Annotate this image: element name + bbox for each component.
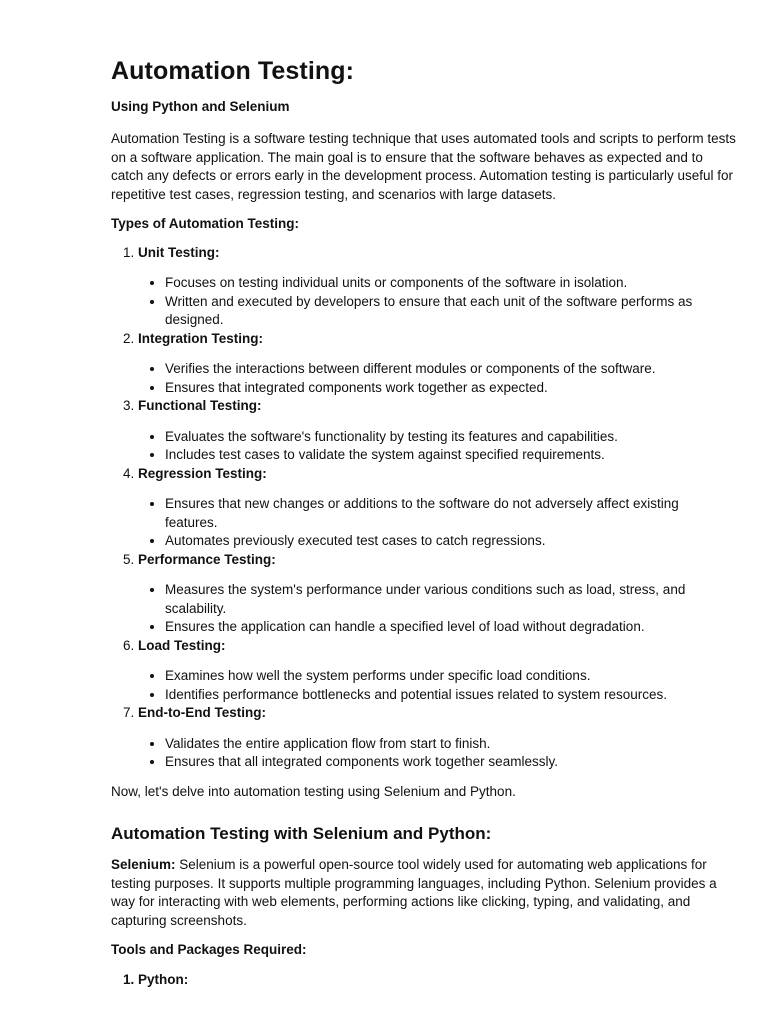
bullet-item: • Ensures that all integrated components work together seamlessly.: [165, 753, 738, 772]
type-item: [138, 704, 738, 772]
page-title: Automation Testing:: [111, 57, 355, 85]
bullet-item: • Measures the system's performance under various conditions such as load, stress, and scalability.: [165, 581, 738, 618]
bullet-item: • Verifies the interactions between different modules or components of the software.: [165, 360, 738, 379]
page-subtitle: Using Python and Selenium: [111, 99, 290, 114]
type-item: [138, 397, 738, 465]
bullet-item: • Focuses on testing individual units or components of the software in isolation.: [165, 274, 738, 293]
bullet-item: • Written and executed by developers to ensure that each unit of the software performs as designed.: [165, 293, 738, 330]
selenium-label: Selenium:: [111, 857, 176, 872]
type-bullets: [138, 428, 738, 465]
bullet-item: • Examines how well the system performs under specific load conditions.: [165, 667, 738, 686]
transition-paragraph: Now, let's delve into automation testing using Selenium and Python.: [111, 783, 516, 799]
type-item: [138, 637, 738, 705]
type-item: [138, 551, 738, 637]
type-item: [138, 330, 738, 398]
type-item: [138, 465, 738, 551]
bullet-item: • Identifies performance bottlenecks and potential issues related to system resources.: [165, 686, 738, 705]
bullet-item: • Ensures the application can handle a specified level of load without degradation.: [165, 618, 738, 637]
bullet-item: • Includes test cases to validate the system against specified requirements.: [165, 446, 738, 465]
section-heading: Automation Testing with Selenium and Python:: [111, 824, 492, 843]
bullet-item: • Evaluates the software's functionality by testing its features and capabilities.: [165, 428, 738, 447]
tool-item: 1. Python:: [138, 971, 738, 990]
type-name: End-to-End Testing:: [138, 705, 266, 720]
selenium-text: Selenium is a powerful open-source tool widely used for automating web applications for testing purposes. It supports multiple programming languages, including Python. Selenium provides a way for interacting with web elements, performing actions like clicking, typing, and validating, and capturing screenshots.: [111, 857, 717, 928]
tools-list: [111, 971, 738, 990]
bullet-item: • Validates the entire application flow from start to finish.: [165, 735, 738, 754]
type-name: Functional Testing:: [138, 398, 262, 413]
type-item: [138, 244, 738, 330]
type-name: Regression Testing:: [138, 465, 267, 481]
selenium-paragraph: [111, 856, 738, 930]
bullet-item: • Automates previously executed test cases to catch regressions.: [165, 532, 738, 551]
type-bullets: [138, 495, 738, 551]
tools-label: Tools and Packages Required:: [111, 942, 307, 957]
type-name: Performance Testing:: [138, 551, 276, 567]
type-name: Unit Testing:: [138, 244, 220, 260]
type-bullets: [138, 735, 738, 772]
types-label: Types of Automation Testing:: [111, 216, 299, 231]
type-name: Load Testing:: [138, 637, 226, 653]
bullet-item: • Ensures that integrated components work together as expected.: [165, 379, 738, 398]
type-bullets: [138, 667, 738, 704]
intro-paragraph: Automation Testing is a software testing technique that uses automated tools and scripts to perform tests on a software application. The main goal is to ensure that the software behaves as expected and to catch any defects or errors early in the development process. Automation testing is particularly useful for repetitive test cases, regression testing, and scenarios with large datasets.: [111, 131, 736, 202]
types-list: [111, 244, 738, 772]
type-bullets: [138, 274, 738, 330]
bullet-item: • Ensures that new changes or additions to the software do not adversely affect existing features.: [165, 495, 738, 532]
type-bullets: [138, 581, 738, 637]
type-bullets: [138, 360, 738, 397]
type-name: Integration Testing:: [138, 330, 263, 346]
